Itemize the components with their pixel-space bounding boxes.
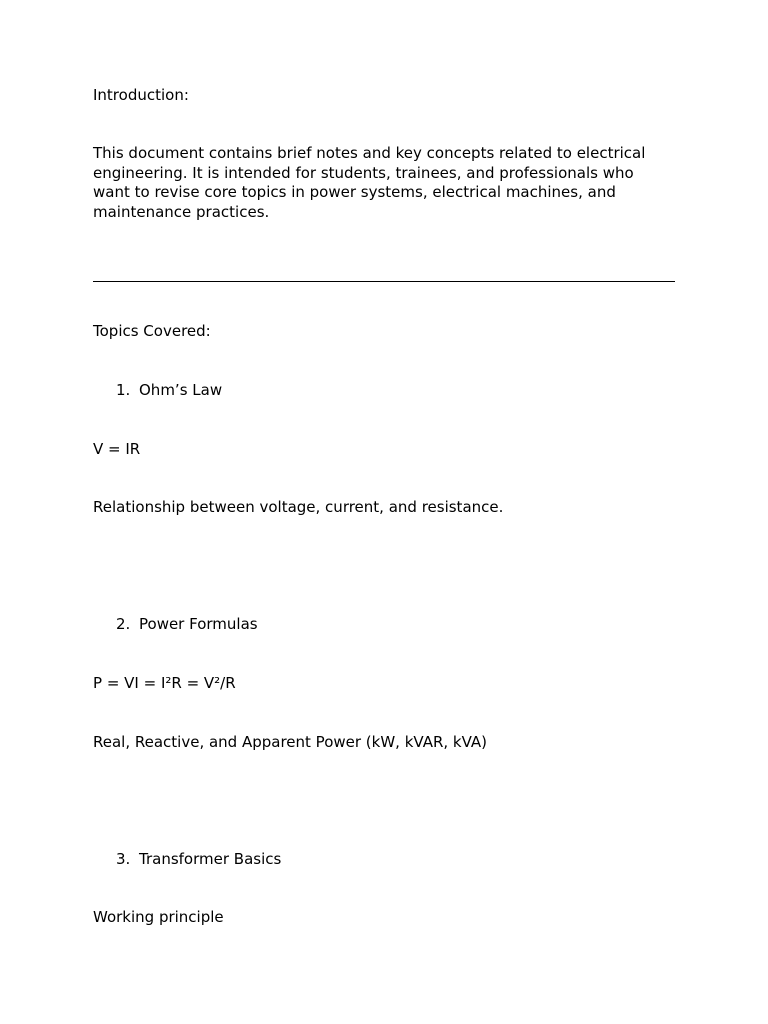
topics-heading: Topics Covered: xyxy=(93,322,211,340)
intro-paragraph: This document contains brief notes and key concepts related to electrical engineering. It is intended for students, trainees, and professionals who want to revise core topics in power systems, electrical machines, and maintenance practices. xyxy=(93,144,646,221)
topic-formula: V = IR xyxy=(93,440,141,458)
topic-title: Power Formulas xyxy=(139,615,258,633)
intro-heading: Introduction: xyxy=(93,86,189,104)
topic-number: 2. xyxy=(116,615,131,633)
topic-title: Transformer Basics xyxy=(139,850,282,868)
topic-formula: P = VI = I²R = V²/R xyxy=(93,674,236,692)
topic-number: 1. xyxy=(116,381,131,399)
topic-description: Real, Reactive, and Apparent Power (kW, kVAR, kVA) xyxy=(93,733,488,751)
topic-description: Relationship between voltage, current, and resistance. xyxy=(93,498,504,516)
topic-number: 3. xyxy=(116,850,131,868)
horizontal-divider xyxy=(93,281,675,282)
topic-title: Ohm’s Law xyxy=(139,381,223,399)
topic-description: Working principle xyxy=(93,908,224,926)
topic-item-transformer-basics xyxy=(116,850,281,870)
topic-item-power-formulas xyxy=(116,615,258,635)
topic-item-ohms-law xyxy=(116,381,222,401)
